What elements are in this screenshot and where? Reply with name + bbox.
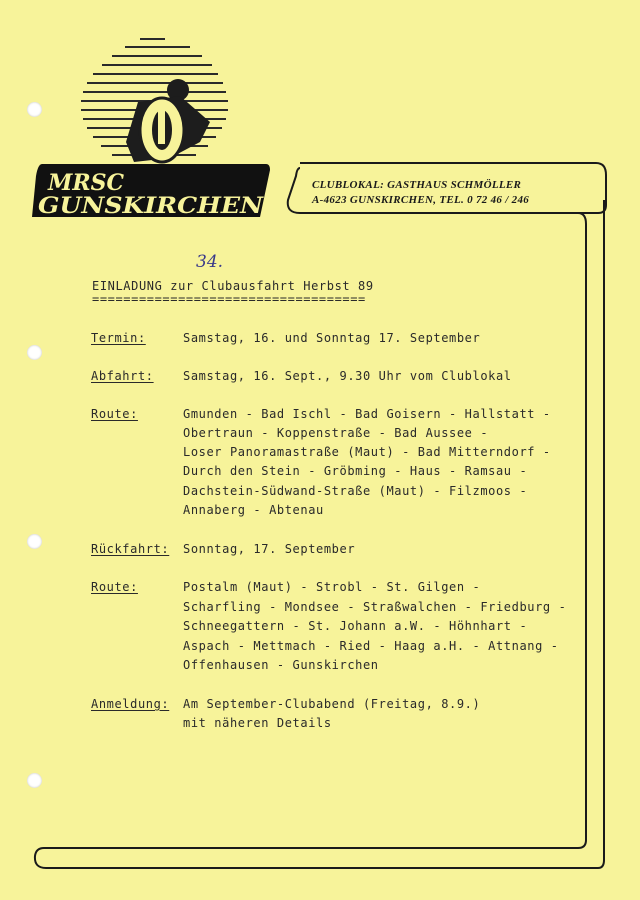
return-route-label: Route:	[91, 580, 138, 594]
return-route-line: Scharfling - Mondsee - Straßwalchen - Friedburg -	[183, 600, 567, 614]
route-line: Dachstein-Südwand-Straße (Maut) - Filzmoos -	[183, 484, 528, 498]
route-label: Route:	[91, 407, 138, 421]
address-line: A-4623 GUNSKIRCHEN, TEL. 0 72 46 / 246	[312, 194, 530, 206]
rueckfahrt-text: Sonntag, 17. September	[183, 542, 356, 556]
route-line: Annaberg - Abtenau	[183, 503, 324, 517]
abfahrt-text: Samstag, 16. Sept., 9.30 Uhr vom Clublokal	[183, 369, 512, 383]
route-line: Durch den Stein - Gröbming - Haus - Ramsau -	[183, 464, 528, 478]
logo-line-1: MRSC	[48, 170, 125, 196]
termin-text: Samstag, 16. und Sonntag 17. September	[183, 331, 481, 345]
return-route-line: Aspach - Mettmach - Ried - Haag a.H. - Attnang -	[183, 639, 559, 653]
title-underline: ===================================	[92, 292, 366, 306]
invitation-title: EINLADUNG zur Clubausfahrt Herbst 89	[92, 279, 374, 293]
return-route-line: Postalm (Maut) - Strobl - St. Gilgen -	[183, 580, 481, 594]
abfahrt-label: Abfahrt:	[91, 369, 154, 383]
handwritten-number: 34.	[196, 252, 224, 272]
anmeldung-line: Am September-Clubabend (Freitag, 8.9.)	[183, 697, 481, 711]
route-line: Gmunden - Bad Ischl - Bad Goisern - Hallstatt -	[183, 407, 551, 421]
anmeldung-label: Anmeldung:	[91, 697, 170, 711]
rueckfahrt-label: Rückfahrt:	[91, 542, 170, 556]
anmeldung-line: mit näheren Details	[183, 716, 332, 730]
return-route-line: Schneegattern - St. Johann a.W. - Höhnhart -	[183, 619, 528, 633]
route-line: Loser Panoramastraße (Maut) - Bad Mitterndorf -	[183, 445, 551, 459]
return-route-line: Offenhausen - Gunskirchen	[183, 658, 379, 672]
clublokal-line: CLUBLOKAL: GASTHAUS SCHMÖLLER	[312, 179, 522, 191]
termin-label: Termin:	[91, 331, 146, 345]
logo-line-2: GUNSKIRCHEN	[38, 193, 265, 219]
route-line: Obertraun - Koppenstraße - Bad Aussee -	[183, 426, 489, 440]
